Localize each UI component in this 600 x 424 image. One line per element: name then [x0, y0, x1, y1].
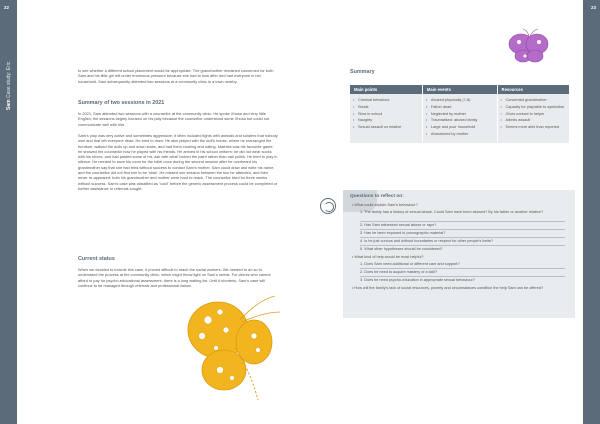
question-2-sub-3: 3. Does he need psycho-education in appropriate sexual behaviour? — [360, 278, 475, 282]
question-2-sub-2: 2. Does he need to acquire mastery of a skill? — [360, 270, 438, 274]
summary-header-main-events: Main events — [422, 85, 497, 94]
reflection-icon — [320, 198, 336, 214]
question-2-sub-2-text: Does he need to acquire mastery of a skill? — [364, 270, 438, 274]
summary-col-resources — [497, 94, 569, 143]
current-status-paragraph: When we decided to include this case, it proved difficult to reach the social workers. We needed to do so to understand the process at the community clinic, which might throw light on Sam's needs. For clients who cannot afford to pay for psycho-educational assessment, there is a long waiting list. Until it shortens, Sam's case will continue to be managed through referrals and professional liaison. — [78, 267, 271, 288]
yellow-butterfly-illustration — [180, 290, 290, 405]
left-side-tab-light: Case study: Eric — [6, 61, 12, 99]
summary-header-main-points: Main points — [350, 85, 422, 94]
list-item: • Naughty — [353, 118, 419, 122]
right-side-tab-bold: Sam — [532, 70, 539, 81]
intro-paragraph: to see whether a different school placement would be appropriate. The grandmother remained concerned for both Sam and his little girl left under enormous pressure because she had to look after and had everyone in her household. Sam subsequently attended two sessions at a community clinic in a town nearby. — [78, 68, 274, 84]
list-item: • Traumatised: abused family — [426, 118, 494, 122]
question-1-sub-4-text: Is he just curious and without boundaries or respect for other people's limits? — [364, 239, 494, 243]
question-1-sub-4: 4. Is he just curious and without boundaries or respect for other people's limits? — [360, 239, 494, 243]
question-1-sub-1-text: The family has a history of sexual abuse. Could Sam have been abused? By his father or another relative? — [364, 210, 544, 214]
questions-title: Questions to reflect on: — [350, 194, 404, 199]
list-item: • Large and poor household — [426, 125, 494, 129]
summary-header-resources: Resources — [497, 85, 569, 94]
question-1-sub-1: 1. The family has a history of sexual abuse. Could Sam have been abused? By his father or another relative? — [360, 210, 544, 214]
list-item: • Father dead — [426, 105, 494, 109]
question-2-sub-3-text: Does he need psycho-education in appropriate sexual behaviour? — [364, 278, 475, 282]
summary-col-main-events — [422, 94, 497, 143]
question-3-text: How will the family's lack of social resources, poverty and circumstances condition the help Sam can be offered? — [354, 286, 544, 290]
divider — [360, 245, 565, 246]
list-item: • Admits assault — [501, 118, 566, 122]
question-2: • What kind of help would be most helpful? — [352, 255, 424, 259]
divider — [360, 237, 565, 238]
list-item: • Concerned grandmother — [501, 98, 566, 102]
right-side-band — [583, 0, 600, 424]
left-page-number: 22 — [4, 5, 10, 10]
question-1-sub-2-text: Has Sam witnessed sexual abuse or rape? — [364, 223, 437, 227]
right-page — [300, 0, 600, 424]
list-item: • Abandoned by mother — [426, 132, 494, 136]
divider — [360, 276, 565, 277]
section-heading-summary-sessions: Summary of two sessions in 2021 — [78, 100, 165, 106]
question-2-sub-1-text: Does Sam need additional or different care and support? — [364, 262, 460, 266]
list-item: • Sexual assault on relative — [353, 125, 419, 129]
summary-col-main-points — [350, 94, 422, 143]
summary-table — [350, 85, 570, 143]
divider — [360, 229, 565, 230]
question-2-sub-1: 1. Does Sam need additional or different care and support? — [360, 262, 460, 266]
list-item: • Capacity for play/able to symbolise — [501, 105, 566, 109]
sessions-paragraph-1: In 2021, Sam attended two sessions with a counsellor at the community clinic. He spoke Xhosa and very little English; the sessions largely focused on his play because the counsellor understood some Xhosa but could not communicate well with him. — [78, 111, 270, 127]
list-item: • Seems more able than reported — [501, 125, 566, 129]
right-page-number: 23 — [590, 5, 596, 10]
question-3: • How will the family's lack of social resources, poverty and circumstances condition the help Sam can be offered? — [352, 286, 544, 290]
divider — [360, 268, 565, 269]
question-1-sub-5-text: What other hypotheses should be considered? — [364, 247, 443, 251]
list-item: • Neglected by mother — [426, 112, 494, 116]
question-1-sub-2: 2. Has Sam witnessed sexual abuse or rape? — [360, 223, 437, 227]
left-side-tab-bold: Sam — [6, 99, 12, 110]
list-item: • Steals — [353, 105, 419, 109]
question-1: • What could explain Sam's behaviour? — [352, 203, 418, 207]
question-1-sub-5: 5. What other hypotheses should be considered? — [360, 247, 443, 251]
list-item: • Gives contact to helper — [501, 112, 566, 116]
left-side-tab — [6, 62, 12, 110]
list-item: • Criminal behaviour — [353, 98, 419, 102]
summary-title: Summary — [350, 69, 375, 75]
list-item: • Abused physically (7-8) — [426, 98, 494, 102]
sessions-paragraph-2: Sam's play was very active and sometimes aggressive; it often included fights with animals and soldiers that nobody won and that left everyone dead. He tried to draw. He also played with the doll's house, where he rearranged the furniture, walked the dolls up and down stairs, and had them cooking and eating. Marbles was his favourite game; he showed the counsellor how he played with his friends. He arrived in his school uniform; he did not wear socks with his shoes, and had pasted some of his 'ask with what' locked the paint rather than nail polish. He tried to play in silence. He needed to save his room for the toilet once during the second session after he overheard his grandmother say that she had tried without success to contact Sam's mother. Sam could draw and write his name, and the counsellor did not find him to be 'slow'. He missed one session between the two he attended, and then never re-appeared; both his grandmother and mother were hard to reach. The counsellor tried for three weeks without success. Sam's case was classified as "cold" before the generic assessment process could be completed or further assistance or referrals sought. — [78, 133, 278, 191]
question-1-sub-3: 3. Has he been exposed to pornographic material? — [360, 231, 446, 235]
purple-butterfly-illustration — [505, 28, 555, 68]
question-1-sub-3-text: Has he been exposed to pornographic material? — [364, 231, 446, 235]
list-item: • Slow in school — [353, 112, 419, 116]
section-heading-current-status: Current status — [78, 256, 115, 262]
question-1-text: What could explain Sam's behaviour? — [354, 203, 418, 207]
divider — [360, 221, 565, 222]
question-2-text: What kind of help would be most helpful? — [354, 255, 424, 259]
